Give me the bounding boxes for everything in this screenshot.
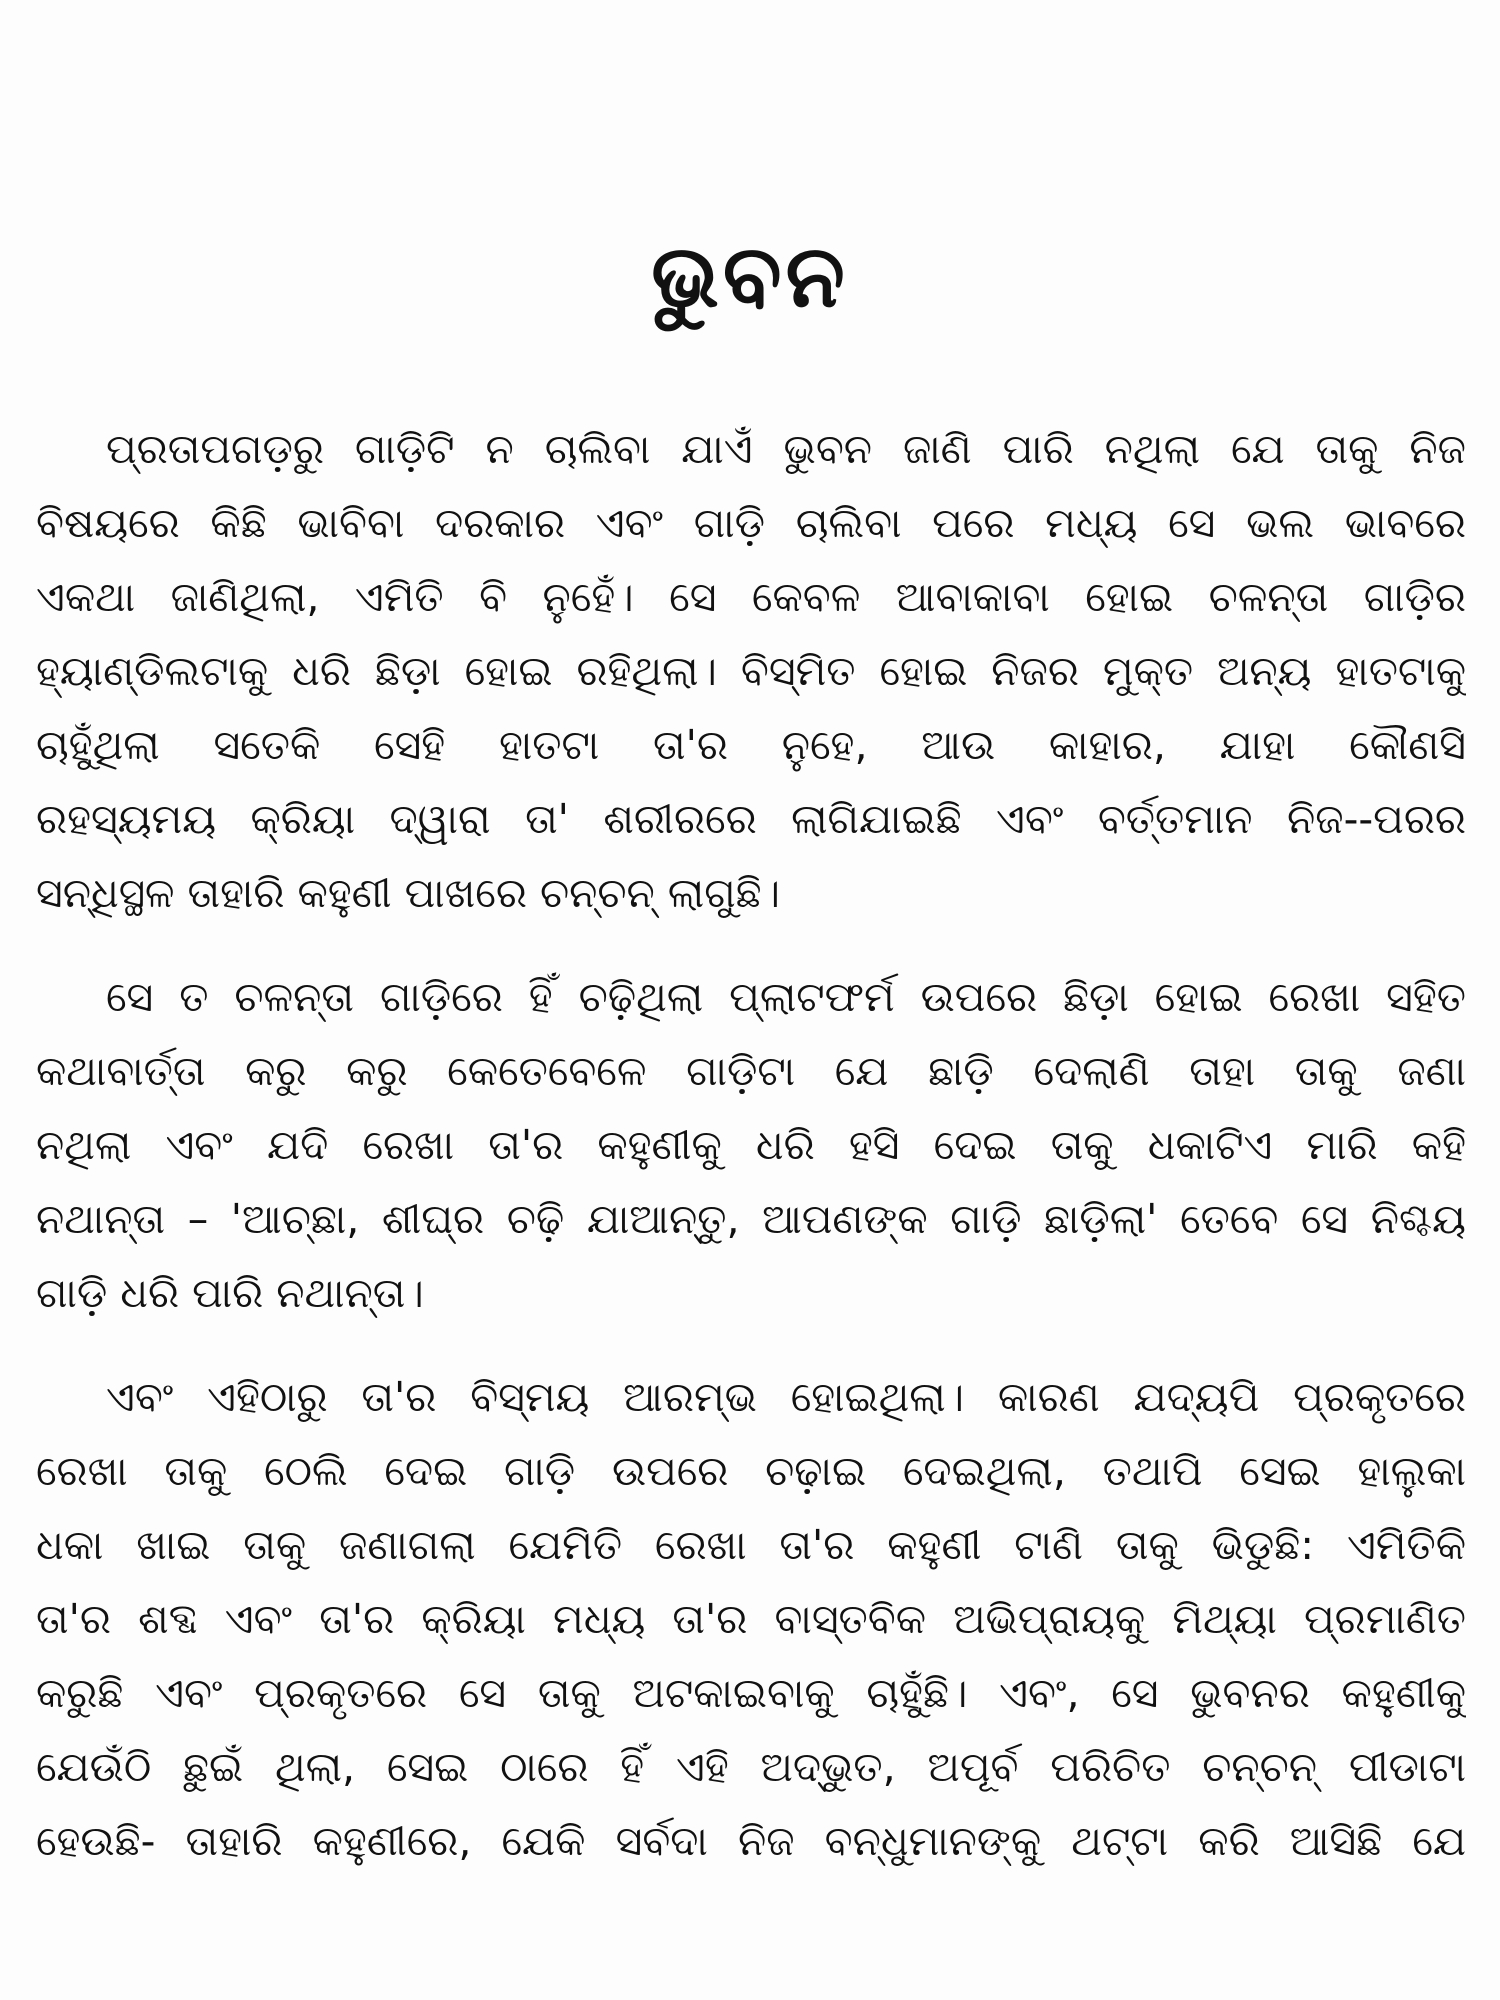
text-line: ଧକା ଖାଇ ତାକୁ ଜଣାଗଲା ଯେମିତି ରେଖା ତା'ର କହୁଣୀ ଟାଣି ତାକୁ ଭିଡୁଛି: ଏମିତିକି (36, 1521, 1466, 1569)
text-line: ପ୍ରତାପଗଡ଼ରୁ ଗାଡ଼ିଟି ନ ଚାଲିବା ଯାଏଁ ଭୁବନ ଜାଣି ପାରି ନଥିଲା ଯେ ତାକୁ ନିଜ (106, 425, 1466, 473)
text-line: ବିଷୟରେ କିଛି ଭାବିବା ଦରକାର ଏବଂ ଗାଡ଼ି ଚାଲିବା ପରେ ମଧ୍ୟ ସେ ଭଲ ଭାବରେ (36, 499, 1466, 547)
text-line: ହ୍ୟାଣ୍ଡିଲଟାକୁ ଧରି ଛିଡ଼ା ହୋଇ ରହିଥିଲା। ବିସ୍ମିତ ହୋଇ ନିଜର ମୁକ୍ତ ଅନ୍ୟ ହାତଟାକୁ (36, 647, 1466, 695)
text-line: ଚାହୁଁଥିଲା ସତେକି ସେହି ହାତଟା ତା'ର ନୁହେ, ଆଉ କାହାର, ଯାହା କୌଣସି (36, 721, 1466, 769)
text-line: ସନ୍ଧିସ୍ଥଳ ତାହାରି କହୁଣୀ ପାଖରେ ଚନ୍‌ଚନ୍ ଲାଗୁଛି। (36, 869, 781, 917)
paragraph-1 (36, 412, 1466, 930)
text-line: ରହସ୍ୟମୟ କ୍ରିୟା ଦ୍ୱାରା ତା' ଶରୀରରେ ଲାଗିଯାଇଛି ଏବଂ ବର୍ତ୍ତମାନ ନିଜ--ପରର (36, 795, 1466, 843)
text-line: ଗାଡ଼ି ଧରି ପାରି ନଥାନ୍ତା। (36, 1269, 424, 1317)
text-line: ରେଖା ତାକୁ ଠେଲି ଦେଇ ଗାଡ଼ି ଉପରେ ଚଢ଼ାଇ ଦେଇଥିଲା, ତଥାପି ସେଇ ହାଲୁକା (36, 1447, 1466, 1495)
text-line: ଏକଥା ଜାଣିଥିଲା, ଏମିତି ବି ନୁହେଁ। ସେ କେବଳ ଆବାକାବା ହୋଇ ଚଳନ୍ତା ଗାଡ଼ିର (36, 573, 1466, 621)
chapter-body (36, 412, 1466, 1908)
text-line: ତା'ର ଶବ୍ଦ ଏବଂ ତା'ର କ୍ରିୟା ମଧ୍ୟ ତା'ର ବାସ୍ତବିକ ଅଭିପ୍ରାୟକୁ ମିଥ୍ୟା ପ୍ରମାଣିତ (36, 1595, 1466, 1643)
paragraph-2 (36, 960, 1466, 1330)
paragraph-3 (36, 1360, 1466, 1878)
text-line: ନଥାନ୍ତା – 'ଆଚ୍ଛା, ଶୀଘ୍ର ଚଢ଼ି ଯାଆନ୍ତୁ, ଆପଣଙ୍କ ଗାଡ଼ି ଛାଡ଼ିଲା' ତେବେ ସେ ନିଶ୍ଚୟ (36, 1195, 1466, 1243)
text-line: କଥାବାର୍ତ୍ତା କରୁ କରୁ କେତେବେଳେ ଗାଡ଼ିଟା ଯେ ଛାଡ଼ି ଦେଲାଣି ତାହା ତାକୁ ଜଣା (36, 1047, 1466, 1095)
text-line: ସେ ତ ଚଳନ୍ତା ଗାଡ଼ିରେ ହିଁ ଚଢ଼ିଥିଲା ପ୍ଲାଟଫର୍ମ ଉପରେ ଛିଡ଼ା ହୋଇ ରେଖା ସହିତ (106, 973, 1466, 1021)
text-line: ନଥିଲା ଏବଂ ଯଦି ରେଖା ତା'ର କହୁଣୀକୁ ଧରି ହସି ଦେଇ ତାକୁ ଧକାଟିଏ ମାରି କହି (36, 1121, 1466, 1169)
chapter-title: ଭୁବନ (651, 227, 849, 327)
text-line: ଯେଉଁଠି ଛୁଇଁ ଥିଲା, ସେଇ ଠାରେ ହିଁ ଏହି ଅଦ୍ଭୁତ, ଅପୂର୍ବ ପରିଚିତ ଚନ୍‌ଚନ୍ ପୀଡାଟା (36, 1743, 1466, 1791)
text-line: କରୁଛି ଏବଂ ପ୍ରକୃତରେ ସେ ତାକୁ ଅଟକାଇବାକୁ ଚାହୁଁଛି। ଏବଂ, ସେ ଭୁବନର କହୁଣୀକୁ (36, 1669, 1466, 1717)
text-line: ଏବଂ ଏହିଠାରୁ ତା'ର ବିସ୍ମୟ ଆରମ୍ଭ ହୋଇଥିଲା। କାରଣ ଯଦ୍ୟପି ପ୍ରକୃତରେ (106, 1373, 1466, 1421)
text-line: ହେଉଛି- ତାହାରି କହୁଣୀରେ, ଯେକି ସର୍ବଦା ନିଜ ବନ୍ଧୁମାନଙ୍କୁ ଥଟ୍ଟା କରି ଆସିଛି ଯେ (36, 1817, 1466, 1865)
